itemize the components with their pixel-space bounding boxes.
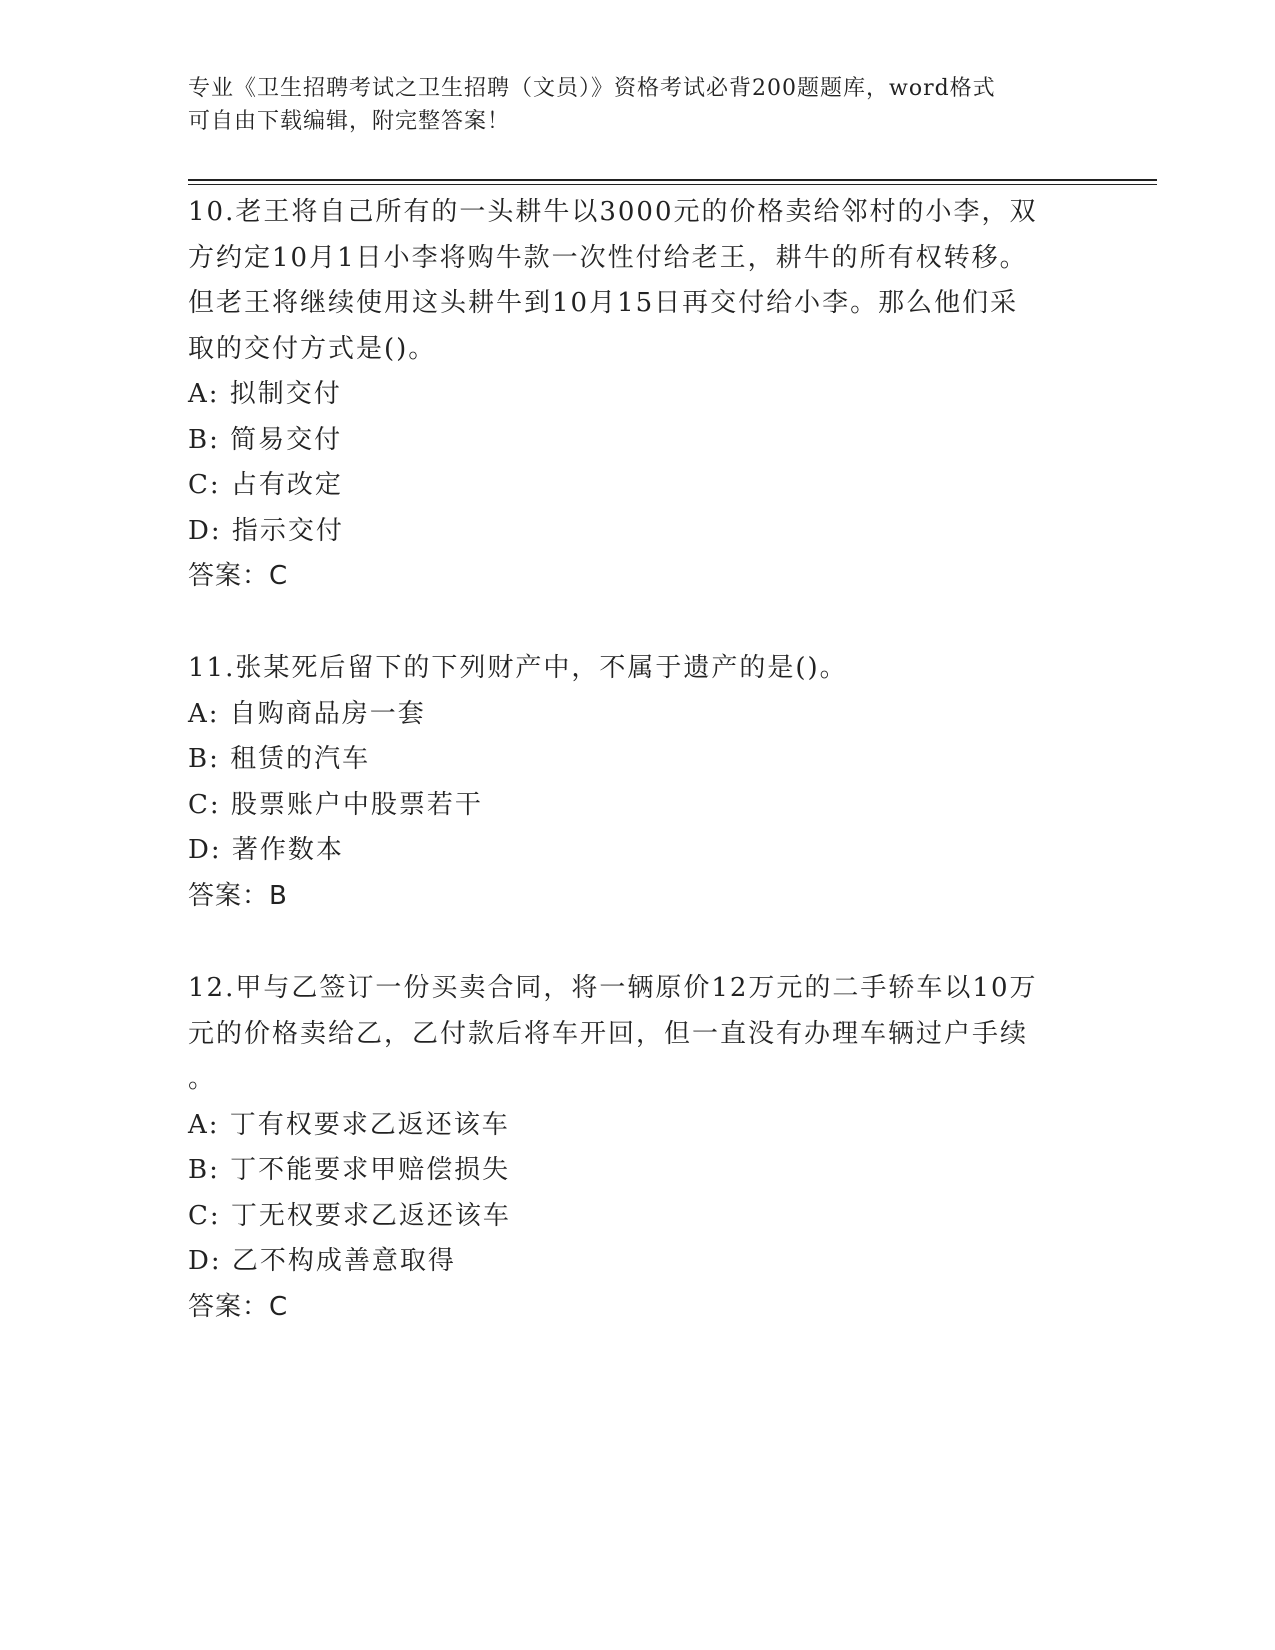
question-stem-line: 12.甲与乙签订一份买卖合同，将一辆原价12万元的二手轿车以10万	[188, 973, 1038, 1003]
question-stem-line: 11.张某死后留下的下列财产中，不属于遗产的是()。	[188, 653, 848, 683]
question-stem-line: 元的价格卖给乙，乙付款后将车开回，但一直没有办理车辆过户手续	[188, 1018, 1029, 1049]
question-stem-line: 10.老王将自己所有的一头耕牛以3000元的价格卖给邻村的小李，双	[188, 197, 1038, 227]
option-b: B: 简易交付	[188, 424, 343, 455]
question-11	[188, 646, 1088, 919]
option-a: A: 拟制交付	[188, 379, 342, 409]
answer-line: 答案：C	[188, 561, 289, 591]
header-line-2: 可自由下载编辑，附完整答案！	[188, 109, 511, 134]
question-10	[188, 190, 1088, 600]
answer-line: 答案：B	[188, 880, 288, 911]
option-b: B: 租赁的汽车	[188, 744, 371, 774]
option-c: C: 股票账户中股票若干	[188, 789, 483, 820]
question-12	[188, 966, 1088, 1330]
question-stem-line: 但老王将继续使用这头耕牛到10月15日再交付给小李。那么他们采	[188, 288, 1019, 318]
document-header	[188, 72, 1068, 138]
option-d: D: 著作数本	[188, 835, 344, 865]
option-b: B: 丁不能要求甲赔偿损失	[188, 1155, 511, 1185]
option-a: A: 自购商品房一套	[188, 698, 426, 729]
option-d: D: 乙不构成善意取得	[188, 1246, 456, 1276]
option-c: C: 占有改定	[188, 470, 343, 500]
answer-line: 答案：C	[188, 1291, 289, 1322]
question-stem-line: 。	[188, 1064, 217, 1094]
option-a: A: 丁有权要求乙返还该车	[188, 1109, 510, 1140]
option-d: D: 指示交付	[188, 515, 344, 546]
header-line-1: 专业《卫生招聘考试之卫生招聘（文员）》资格考试必背200题题库，word格式	[188, 76, 996, 101]
header-divider-thin	[188, 184, 1157, 185]
option-c: C: 丁无权要求乙返还该车	[188, 1200, 511, 1231]
question-stem-line: 取的交付方式是()。	[188, 333, 437, 364]
header-divider-thick	[188, 179, 1157, 181]
question-stem-line: 方约定10月1日小李将购牛款一次性付给老王，耕牛的所有权转移。	[188, 242, 1028, 273]
